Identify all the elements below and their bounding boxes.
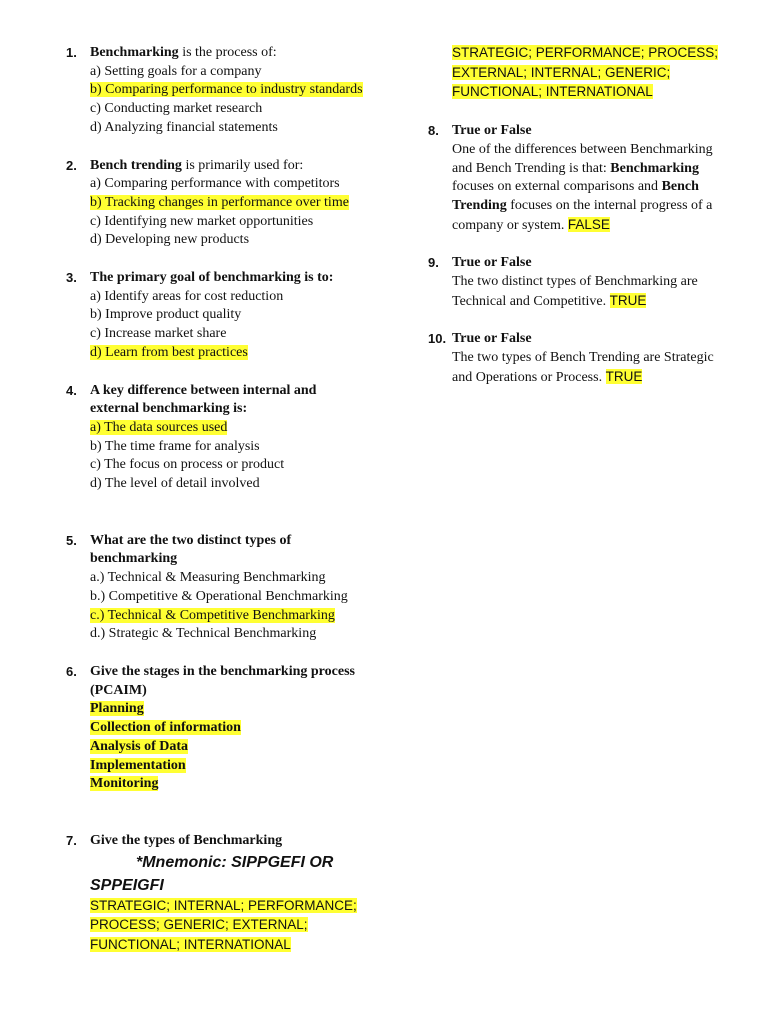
statement-term: Bench <box>661 179 699 195</box>
question-text-line1: What are the two distinct types of <box>90 532 292 548</box>
answer-line3: FUNCTIONAL; INTERNATIONAL <box>452 84 653 100</box>
answer-true: TRUE <box>609 292 647 308</box>
statement-term: Benchmarking <box>610 160 699 176</box>
question-text: is the process of: <box>178 45 277 60</box>
question-3 <box>66 269 381 363</box>
question-text: Give the types of Benchmarking <box>90 832 283 848</box>
answer-false: FALSE <box>567 216 610 232</box>
question-2 <box>66 157 381 251</box>
statement-line3 <box>452 178 728 197</box>
question-4 <box>66 382 381 494</box>
stage-planning: Planning <box>90 701 144 717</box>
question-7-continued <box>428 44 728 103</box>
answer-true: TRUE <box>605 368 643 384</box>
statement-line2: Technical and Competitive. <box>452 293 607 309</box>
option-b: b.) Competitive & Operational Benchmarking <box>90 588 348 604</box>
option-b: b) The time frame for analysis <box>90 438 260 454</box>
right-column <box>428 44 728 388</box>
option-d: d) The level of detail involved <box>90 476 260 492</box>
mnemonic-line1: *Mnemonic: SIPPGEFI OR <box>136 853 334 871</box>
option-d: d.) Strategic & Technical Benchmarking <box>90 626 317 642</box>
statement-line1: The two types of Bench Trending are Strategic <box>452 350 714 366</box>
question-10 <box>428 330 728 387</box>
question-title: True or False <box>452 123 532 139</box>
answer-line2: EXTERNAL; INTERNAL; GENERIC; <box>452 64 671 80</box>
option-c: c) The focus on process or product <box>90 457 285 473</box>
option-b-answer: b) Tracking changes in performance over time <box>90 194 349 210</box>
statement-text: company or system. <box>452 217 568 233</box>
question-number: 9. <box>428 255 439 271</box>
question-7 <box>66 832 381 956</box>
question-title: True or False <box>452 331 532 347</box>
question-number: 7. <box>66 832 77 848</box>
option-a-answer: a) The data sources used <box>90 419 228 435</box>
question-text: The primary goal of benchmarking is to: <box>90 270 334 286</box>
question-text-line2: benchmarking <box>90 551 178 567</box>
question-9 <box>428 254 728 311</box>
statement-text: focuses on the internal progress of a <box>506 197 713 213</box>
question-term: Bench trending <box>90 157 182 173</box>
option-b-answer: b) Comparing performance to industry standards <box>90 82 363 98</box>
question-text-line2: external benchmarking is: <box>90 401 248 417</box>
answer-line1: STRATEGIC; PERFORMANCE; PROCESS; <box>452 45 719 60</box>
question-title: True or False <box>452 255 532 271</box>
statement-line1 <box>452 141 728 160</box>
option-a: a) Comparing performance with competitors <box>90 176 340 192</box>
option-d-answer: d) Learn from best practices <box>90 344 248 360</box>
question-text-line1: Give the stages in the benchmarking process <box>90 663 355 679</box>
stage-implementation: Implementation <box>90 757 186 773</box>
option-b: b) Improve product quality <box>90 307 242 323</box>
question-number: 10. <box>428 331 447 347</box>
statement-text: One of the differences between Benchmarking <box>452 141 713 157</box>
question-number: 5. <box>66 532 77 548</box>
statement-line2 <box>452 160 728 179</box>
statement-line4 <box>452 197 728 216</box>
question-number: 1. <box>66 45 77 60</box>
answer-line3: FUNCTIONAL; INTERNATIONAL <box>90 937 291 953</box>
option-c: c) Identifying new market opportunities <box>90 213 314 229</box>
statement-term: Trending <box>452 197 507 213</box>
question-text-line2: (PCAIM) <box>90 682 147 698</box>
option-c-answer: c.) Technical & Competitive Benchmarking <box>90 607 335 623</box>
option-a: a.) Technical & Measuring Benchmarking <box>90 570 326 586</box>
question-text-line1: A key difference between internal and <box>90 382 317 398</box>
statement-text: and Bench Trending is that: <box>452 160 611 176</box>
question-number: 4. <box>66 382 77 398</box>
option-a: a) Setting goals for a company <box>90 63 262 79</box>
option-a: a) Identify areas for cost reduction <box>90 288 284 304</box>
statement-line5 <box>452 216 728 236</box>
option-d: d) Analyzing financial statements <box>90 119 278 135</box>
question-number: 2. <box>66 157 77 173</box>
question-number: 6. <box>66 663 77 679</box>
stage-collection: Collection of information <box>90 720 241 736</box>
option-c: c) Increase market share <box>90 326 227 342</box>
statement-line1: The two distinct types of Benchmarking are <box>452 274 698 290</box>
left-column <box>66 44 381 956</box>
question-number: 3. <box>66 270 77 286</box>
question-6 <box>66 663 381 794</box>
question-8 <box>428 122 728 235</box>
answer-line2: PROCESS; GENERIC; EXTERNAL; <box>90 917 308 933</box>
question-text: is primarily used for: <box>181 157 304 173</box>
stage-monitoring: Monitoring <box>90 776 159 792</box>
statement-line2: and Operations or Process. <box>452 369 603 385</box>
stage-analysis: Analysis of Data <box>90 738 189 754</box>
question-5 <box>66 532 381 644</box>
option-d: d) Developing new products <box>90 232 250 248</box>
mnemonic-line2: SPPEIGFI <box>90 876 164 894</box>
question-1 <box>66 44 381 138</box>
statement-text: focuses on external comparisons and <box>452 179 662 195</box>
question-term: Benchmarking <box>90 45 179 60</box>
question-number: 8. <box>428 123 439 139</box>
answer-line1: STRATEGIC; INTERNAL; PERFORMANCE; <box>90 897 357 913</box>
option-c: c) Conducting market research <box>90 101 263 117</box>
